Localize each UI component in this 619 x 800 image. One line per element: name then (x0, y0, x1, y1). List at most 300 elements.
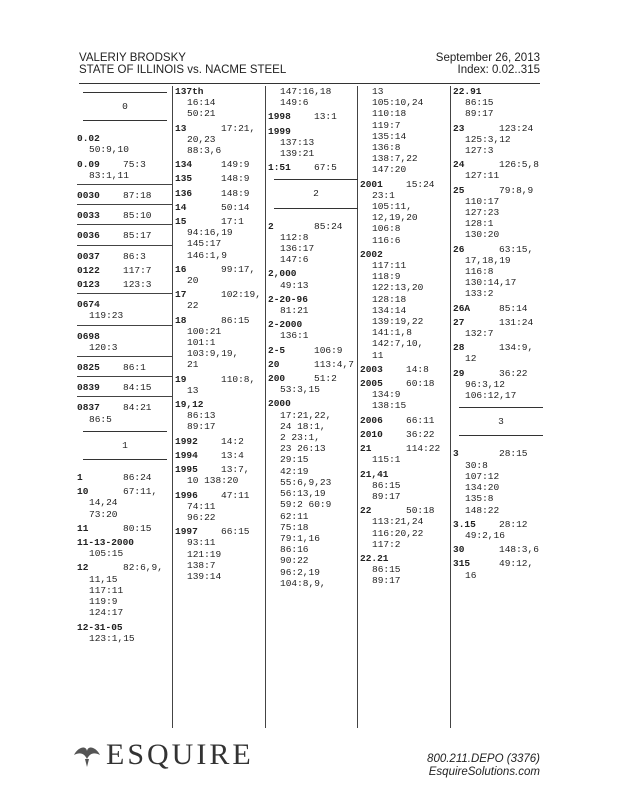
page-line-ref: 16 (465, 569, 477, 581)
entry-term: 0839 (77, 382, 100, 394)
page-line-ref: 142:7,10, (372, 338, 424, 350)
entry-headline (77, 523, 173, 534)
index-entry (175, 202, 271, 213)
index-entry (453, 185, 549, 241)
page-line-ref: 17:21,22, (280, 409, 332, 421)
index-entry (453, 303, 549, 314)
page-line-ref: 148:9 (221, 173, 250, 185)
entry-headline (453, 519, 549, 530)
page-line-ref: 134:9 (372, 389, 401, 401)
index-entry (360, 505, 456, 550)
page-line-ref: 88:3,6 (187, 145, 222, 157)
page-line-ref: 79:8,9 (499, 184, 534, 196)
page-line-ref: 84:21 (123, 402, 152, 414)
entry-headline (77, 133, 173, 144)
entry-term: 2005 (360, 378, 383, 390)
entry-headline (175, 526, 271, 537)
entry-term: 29 (453, 367, 465, 379)
page-line-ref: 84:15 (123, 382, 152, 394)
index-entry (268, 268, 364, 290)
page-line-ref: 136:17 (280, 243, 315, 255)
page-line-ref: 113:4,7 (314, 358, 354, 370)
page-line-ref: 13 (187, 384, 199, 396)
index-entry (453, 244, 549, 300)
page-line-ref: 53:3,15 (280, 384, 320, 396)
entry-term: 0825 (77, 362, 100, 374)
index-entry (453, 317, 549, 339)
entry-headline (268, 162, 364, 173)
entry-headline (268, 294, 364, 305)
page-line-ref: 13:7, (221, 464, 250, 476)
index-entry (453, 448, 549, 515)
entry-term: 2003 (360, 363, 383, 375)
entry-term: 3 (453, 448, 459, 460)
page-line-ref: 114:22 (406, 443, 441, 455)
page-line-ref: 148:22 (465, 504, 500, 516)
index-entry (360, 179, 456, 246)
entry-term: 28 (453, 342, 465, 354)
index-column (268, 86, 364, 592)
entry-headline (77, 331, 173, 342)
page-line-ref: 103:9,19, (187, 348, 239, 360)
page-line-ref: 118:9 (372, 271, 401, 283)
page-line-ref: 127:11 (465, 170, 500, 182)
page-line-ref: 16:14 (187, 97, 216, 109)
index-entry (360, 443, 456, 465)
index-entry (268, 221, 364, 266)
page-line-ref: 135:8 (465, 493, 494, 505)
entry-headline (268, 111, 364, 122)
page-line-ref: 96:22 (187, 511, 216, 523)
page-line-ref: 149:9 (221, 159, 250, 171)
section-letter (77, 431, 173, 460)
page-line-ref: 90:22 (280, 555, 309, 567)
entry-term: 15 (175, 216, 187, 228)
entry-headline (453, 159, 549, 170)
page-line-ref: 59:2 60:9 (280, 499, 332, 511)
entry-term: 12 (77, 562, 89, 574)
page-line-ref: 89:17 (465, 108, 494, 120)
page-line-ref: 124:17 (89, 607, 124, 619)
deposition-date: September 26, 2013 (435, 52, 540, 64)
witness-name: VALERIY BRODSKY (79, 52, 186, 64)
entry-term: 0036 (77, 230, 100, 242)
page-line-ref: 73:20 (89, 508, 118, 520)
page-header-right (436, 52, 540, 76)
entry-term: 22.91 (453, 86, 482, 97)
index-entry (77, 402, 173, 424)
page-line-ref: 14,24 (89, 497, 118, 509)
entry-term: 19 (175, 373, 187, 385)
page-line-ref: 20 (187, 275, 199, 287)
page-line-ref: 110:18 (372, 108, 407, 120)
page-line-ref: 11,15 (89, 573, 118, 585)
page-line-ref: 113:21,24 (372, 516, 424, 528)
entry-headline (268, 345, 364, 356)
page-line-ref: 148:9 (221, 187, 250, 199)
index-entry (360, 429, 456, 440)
section-label: 2 (313, 188, 319, 200)
page-line-ref: 82:6,9, (123, 562, 163, 574)
page-line-ref: 36:22 (499, 367, 528, 379)
page-line-ref: 50:18 (406, 505, 435, 517)
entry-term: 2-2000 (268, 319, 303, 331)
index-entry (77, 562, 173, 618)
entry-headline (360, 364, 456, 375)
page-line-ref: 86:16 (280, 544, 309, 556)
entry-term: 23 (453, 122, 465, 134)
page-line-ref: 55:6,9,23 (280, 476, 332, 488)
entry-term: 1:51 (268, 162, 291, 174)
entry-headline (360, 378, 456, 389)
entry-term: 0674 (77, 299, 100, 311)
page-line-ref: 12,19,20 (372, 212, 418, 224)
entry-term: 12-31-05 (77, 621, 123, 633)
index-entry (175, 123, 271, 157)
section-label: 3 (498, 416, 504, 428)
entry-headline (268, 359, 364, 370)
page-line-ref: 123:24 (499, 122, 534, 134)
page-line-ref: 101:1 (187, 337, 216, 349)
entry-term: 0030 (77, 190, 100, 202)
index-entry (268, 86, 364, 108)
entry-term: 17 (175, 289, 187, 301)
entry-headline (77, 402, 173, 413)
index-entry (77, 537, 173, 559)
entry-term: 22.21 (360, 552, 389, 564)
page-line-ref: 81:21 (280, 305, 309, 317)
index-entry (77, 190, 173, 205)
logo-wordmark: ESQUIRE (106, 738, 254, 771)
page-line-ref: 56:13,19 (280, 488, 326, 500)
page-line-ref: 127:23 (465, 207, 500, 219)
page-line-ref: 86:5 (89, 413, 112, 425)
entry-term: 1998 (268, 111, 291, 123)
entry-headline (268, 373, 364, 384)
page-line-ref: 75:18 (280, 521, 309, 533)
index-entry (175, 464, 271, 486)
index-entry (175, 159, 271, 170)
page-line-ref: 131:24 (499, 316, 534, 328)
entry-headline (453, 86, 549, 97)
page-line-ref: 119:7 (372, 119, 401, 131)
entry-headline (175, 216, 271, 227)
index-entry (360, 469, 456, 503)
page-line-ref: 79:1,16 (280, 532, 320, 544)
page-line-ref: 135:14 (372, 130, 407, 142)
entry-headline (453, 185, 549, 196)
page-line-ref: 75:3 (123, 158, 146, 170)
entry-headline (175, 399, 271, 410)
page-line-ref: 138:7 (187, 559, 216, 571)
index-entry (175, 374, 271, 396)
entry-headline (453, 448, 549, 459)
page-line-ref: 14:2 (221, 435, 244, 447)
entry-term: 0698 (77, 330, 100, 342)
page-line-ref: 116:8 (465, 266, 494, 278)
page-line-ref: 137:13 (280, 136, 315, 148)
index-entry (268, 398, 364, 588)
page-line-ref: 147:20 (372, 164, 407, 176)
entry-headline (77, 279, 173, 290)
page-line-ref: 106:9 (314, 344, 343, 356)
entry-term: 22 (360, 505, 372, 517)
page-line-ref: 134:9, (499, 342, 534, 354)
page-line-ref: 119:9 (89, 596, 118, 608)
index-entry (175, 436, 271, 447)
index-entry (77, 265, 173, 276)
entry-term: 16 (175, 263, 187, 275)
index-column (77, 86, 173, 647)
page-line-ref: 102:19, (221, 289, 261, 301)
page-line-ref: 49:2,16 (465, 529, 505, 541)
page-line-ref: 20,23 (187, 133, 216, 145)
entry-term: 13 (175, 122, 187, 134)
page-line-ref: 10 138:20 (187, 475, 239, 487)
entry-headline (175, 490, 271, 501)
entry-term: 137th (175, 86, 204, 97)
section-rule (83, 459, 167, 460)
entry-headline (77, 265, 173, 276)
entry-headline (77, 251, 173, 262)
page-line-ref: 93:11 (187, 537, 216, 549)
entry-term: 11 (77, 522, 89, 534)
header-rule (79, 83, 540, 84)
page-line-ref: 120:3 (89, 341, 118, 353)
index-entry (360, 553, 456, 587)
index-entry (175, 490, 271, 524)
entry-term: 2000 (268, 398, 291, 410)
index-entry (453, 368, 549, 402)
index-entry (360, 378, 456, 412)
page-line-ref: 116:20,22 (372, 527, 424, 539)
page-line-ref: 146:1,9 (187, 249, 227, 261)
entry-term: 0037 (77, 250, 100, 262)
index-entry (175, 399, 271, 433)
page-line-ref: 132:7 (465, 328, 494, 340)
page-line-ref: 147:16,18 (280, 86, 332, 97)
page-line-ref: 94:16,19 (187, 227, 233, 239)
entry-term: 1997 (175, 526, 198, 538)
entry-headline (175, 86, 271, 97)
page-line-ref: 123:3 (123, 279, 152, 291)
index-entry (268, 294, 364, 316)
entry-headline (77, 382, 173, 393)
page-line-ref: 116:6 (372, 234, 401, 246)
page-line-ref: 13:1 (314, 111, 337, 123)
index-entry (77, 523, 173, 534)
index-column (453, 86, 549, 584)
entry-term: 315 (453, 558, 471, 570)
page-footer (427, 753, 540, 779)
entry-headline (360, 505, 456, 516)
entry-term: 11-13-2000 (77, 537, 135, 549)
entry-term: 26A (453, 302, 471, 314)
index-entry (175, 315, 271, 371)
page-line-ref: 29:15 (280, 454, 309, 466)
page-line-ref: 17,18,19 (465, 254, 511, 266)
page-line-ref: 89:17 (187, 421, 216, 433)
page-line-ref: 21 (187, 359, 199, 371)
page-line-ref: 17:1 (221, 216, 244, 228)
entry-headline (360, 443, 456, 454)
page-line-ref: 49:12, (499, 558, 534, 570)
page-line-ref: 86:15 (372, 479, 401, 491)
page-line-ref: 128:1 (465, 218, 494, 230)
entry-headline (77, 562, 173, 573)
entry-headline (175, 436, 271, 447)
entry-term: 0837 (77, 402, 100, 414)
entry-term: 2002 (360, 248, 383, 260)
entry-term: 2,000 (268, 268, 297, 280)
index-entry (268, 373, 364, 395)
index-entry (77, 159, 173, 185)
entry-headline (268, 319, 364, 330)
entry-headline (453, 303, 549, 314)
entry-term: 1996 (175, 489, 198, 501)
entry-headline (453, 342, 549, 353)
page-line-ref: 87:18 (123, 190, 152, 202)
entry-term: 30 (453, 544, 465, 556)
page-line-ref: 67:11, (123, 486, 158, 498)
page-header-left (79, 52, 286, 76)
page-line-ref: 106:12,17 (465, 390, 517, 402)
index-entry (77, 472, 173, 483)
entry-headline (77, 210, 173, 221)
page-line-ref: 100:21 (187, 325, 222, 337)
index-entry (453, 86, 549, 120)
page-line-ref: 24 18:1, (280, 420, 326, 432)
page-line-ref: 62:11 (280, 510, 309, 522)
page-line-ref: 117:7 (123, 264, 152, 276)
page-line-ref: 11 (372, 349, 384, 361)
entry-headline (453, 368, 549, 379)
entry-term: 1 (77, 472, 83, 484)
index-entry (175, 188, 271, 199)
index-column (175, 86, 271, 585)
page-line-ref: 105:15 (89, 548, 124, 560)
entry-headline (360, 553, 456, 564)
page-line-ref: 47:11 (221, 489, 250, 501)
entry-headline (360, 179, 456, 190)
page-line-ref: 86:24 (123, 472, 152, 484)
page-line-ref: 23 26:13 (280, 443, 326, 455)
index-entry (268, 111, 364, 122)
page-line-ref: 104:8,9, (280, 577, 326, 589)
page-line-ref: 83:1,11 (89, 169, 129, 181)
eagle-logo-icon (72, 741, 102, 769)
section-label: 0 (122, 101, 128, 112)
page-line-ref: 134:20 (465, 482, 500, 494)
entry-term: 25 (453, 184, 465, 196)
entry-headline (77, 472, 173, 483)
footer-website[interactable]: EsquireSolutions.com (428, 766, 540, 778)
entry-headline (360, 249, 456, 260)
page-line-ref: 110:17 (465, 195, 500, 207)
index-entry (453, 544, 549, 555)
entry-headline (77, 190, 173, 201)
page-line-ref: 89:17 (372, 575, 401, 587)
entry-headline (268, 221, 364, 232)
entry-headline (175, 450, 271, 461)
page-line-ref: 134:14 (372, 304, 407, 316)
page-line-ref: 86:15 (372, 564, 401, 576)
entry-term: 21,41 (360, 468, 389, 480)
entry-headline (453, 558, 549, 569)
page-line-ref: 74:11 (187, 500, 216, 512)
page-line-ref: 14:8 (406, 363, 429, 375)
index-entry (175, 264, 271, 286)
index-entry (175, 289, 271, 311)
page-line-ref: 130:20 (465, 229, 500, 241)
entry-headline (175, 159, 271, 170)
entry-term: 20 (268, 358, 280, 370)
entry-term: 0122 (77, 264, 100, 276)
page-line-ref: 148:3,6 (499, 544, 539, 556)
entry-headline (175, 188, 271, 199)
entry-term: 10 (77, 486, 89, 498)
page-line-ref: 138:15 (372, 400, 407, 412)
page-line-ref: 96:3,12 (465, 378, 505, 390)
entry-headline (453, 544, 549, 555)
index-entry (453, 123, 549, 157)
entry-term: 0033 (77, 210, 100, 222)
page-line-ref: 149:6 (280, 97, 309, 109)
page-line-ref: 133:2 (465, 288, 494, 300)
section-letter (453, 407, 549, 436)
page-line-ref: 49:13 (280, 279, 309, 291)
page-line-ref: 136:1 (280, 330, 309, 342)
entry-headline (268, 126, 364, 137)
entry-headline (77, 299, 173, 310)
entry-headline (360, 469, 456, 480)
entry-term: 2-20-96 (268, 293, 308, 305)
entry-headline (360, 415, 456, 426)
entry-term: 18 (175, 314, 187, 326)
page-line-ref: 12 (465, 353, 477, 365)
page-line-ref: 36:22 (406, 428, 435, 440)
index-entry (77, 362, 173, 377)
entry-headline (175, 264, 271, 275)
page-line-ref: 86:15 (465, 97, 494, 109)
page-line-ref: 63:15, (499, 243, 534, 255)
page-line-ref: 50:21 (187, 108, 216, 120)
page-line-ref: 28:12 (499, 518, 528, 530)
entry-headline (175, 173, 271, 184)
page-line-ref: 147:6 (280, 254, 309, 266)
index-entry (175, 526, 271, 582)
page-line-ref: 117:11 (89, 584, 124, 596)
page-line-ref: 139:21 (280, 148, 315, 160)
page-line-ref: 126:5,8 (499, 159, 539, 171)
section-rule (459, 435, 543, 436)
page-line-ref: 86:1 (123, 362, 146, 374)
page-line-ref: 121:19 (187, 548, 222, 560)
entry-headline (175, 464, 271, 475)
entry-term: 3.15 (453, 518, 476, 530)
page-line-ref: 130:14,17 (465, 277, 517, 289)
index-entry (77, 251, 173, 262)
entry-headline (453, 317, 549, 328)
page-line-ref: 13:4 (221, 449, 244, 461)
entry-headline (453, 244, 549, 255)
index-entry (175, 86, 271, 120)
entry-term: 19,12 (175, 399, 204, 411)
page-line-ref: 106:8 (372, 223, 401, 235)
section-letter (77, 92, 173, 121)
page-line-ref: 66:11 (406, 414, 435, 426)
entry-headline (175, 123, 271, 134)
